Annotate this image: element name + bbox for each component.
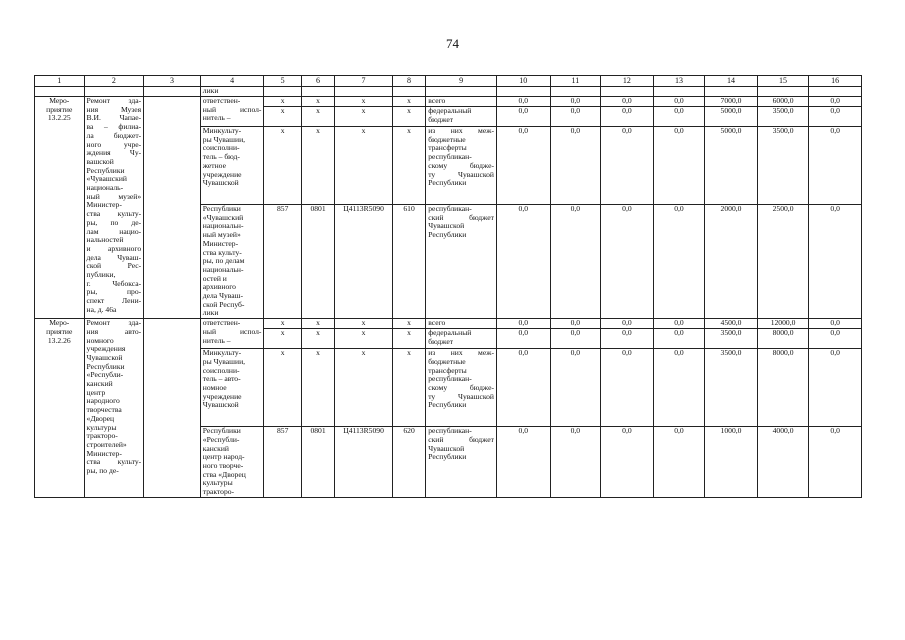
cell-line: соисполни- bbox=[202, 143, 240, 153]
cell-line: нальностей bbox=[86, 235, 124, 245]
code-cell: x bbox=[264, 329, 301, 349]
header-cell: 1 bbox=[35, 76, 85, 87]
value-cell: 0,0 bbox=[809, 427, 862, 498]
code-cell: x bbox=[335, 319, 393, 329]
value-cell: 5000,0 bbox=[705, 107, 758, 127]
cell-line: ту Чувашской bbox=[428, 169, 494, 179]
cell-line: ответствен- bbox=[202, 96, 241, 105]
header-cell: 2 bbox=[84, 76, 144, 87]
cell-line: националь- bbox=[86, 183, 124, 193]
cell-line: творчества bbox=[86, 405, 122, 415]
cell-line: ры, по делам bbox=[202, 256, 245, 266]
cell-line: приятие bbox=[46, 104, 73, 114]
cell-line: и архивного bbox=[86, 243, 142, 253]
cell-line: 13.2.25 bbox=[47, 113, 71, 123]
cell-line: Чувашской bbox=[428, 443, 465, 453]
value-cell: 0,0 bbox=[601, 205, 654, 319]
value-cell: 0,0 bbox=[809, 127, 862, 205]
responsible-cell bbox=[200, 127, 264, 205]
header-cell: 7 bbox=[335, 76, 393, 87]
cell bbox=[809, 87, 862, 97]
cell-line: учреждения bbox=[86, 344, 126, 354]
cell-line: культуры bbox=[86, 422, 117, 432]
cell-line: Министер- bbox=[202, 238, 239, 248]
source-cell bbox=[426, 349, 497, 427]
cell-line: ный музей» bbox=[202, 230, 241, 240]
cell-line: национальн- bbox=[202, 221, 244, 231]
value-cell: 3500,0 bbox=[757, 107, 809, 127]
value-cell: 0,0 bbox=[653, 329, 705, 349]
cell-line: «Республи- bbox=[202, 434, 240, 444]
source-cell bbox=[426, 97, 497, 107]
value-cell: 6000,0 bbox=[757, 97, 809, 107]
cell-line: ту Чувашской bbox=[428, 391, 494, 401]
value-cell: 0,0 bbox=[653, 349, 705, 427]
value-cell: 0,0 bbox=[601, 319, 654, 329]
value-cell: 0,0 bbox=[653, 319, 705, 329]
empty-cell bbox=[144, 97, 201, 319]
value-cell: 0,0 bbox=[809, 107, 862, 127]
value-cell: 0,0 bbox=[496, 127, 550, 205]
cell-line: ской Респуб- bbox=[202, 299, 245, 309]
value-cell: 0,0 bbox=[809, 329, 862, 349]
activity-cell bbox=[35, 319, 85, 498]
cell-line: ры Чувашии, bbox=[202, 356, 246, 366]
cell-line: нитель – bbox=[202, 335, 231, 345]
header-cell: 12 bbox=[601, 76, 654, 87]
code-cell: x bbox=[301, 107, 334, 127]
responsible-cell bbox=[200, 205, 264, 319]
code-cell: x bbox=[392, 97, 425, 107]
cell-line: 13.2.26 bbox=[47, 335, 71, 345]
cell-line: тель – бюд- bbox=[202, 152, 240, 162]
cell-line: г. Чебокса- bbox=[86, 278, 142, 288]
cell-line: ства «Дворец bbox=[202, 469, 246, 479]
cell-line: Республики bbox=[428, 400, 467, 410]
cell-line: Минкульту- bbox=[202, 348, 242, 358]
cell-line: Чувашской bbox=[202, 178, 239, 188]
cell-line: учреждение bbox=[202, 169, 242, 179]
code-cell: x bbox=[264, 97, 301, 107]
header-cell: 10 bbox=[496, 76, 550, 87]
cell-line: ный музей» bbox=[86, 191, 142, 201]
cell-line: «Чувашский bbox=[86, 174, 127, 184]
cell-line: скому бюдже- bbox=[428, 382, 494, 392]
cell-line: строителей» bbox=[86, 439, 127, 449]
cell bbox=[601, 87, 654, 97]
carry-row bbox=[35, 87, 862, 97]
value-cell: 0,0 bbox=[550, 205, 601, 319]
cell-line: лики bbox=[202, 308, 219, 318]
code-cell: x bbox=[264, 349, 301, 427]
source-cell bbox=[426, 127, 497, 205]
value-cell: 0,0 bbox=[809, 319, 862, 329]
cell-line: публики, bbox=[86, 270, 116, 280]
budget-table bbox=[34, 75, 862, 498]
cell-line: «Республи- bbox=[86, 370, 124, 380]
object-cell bbox=[84, 97, 144, 319]
code-cell: x bbox=[301, 349, 334, 427]
code-cell: x bbox=[301, 319, 334, 329]
value-cell: 0,0 bbox=[550, 349, 601, 427]
cell-line: ждения Чу- bbox=[86, 148, 142, 158]
cell bbox=[35, 87, 85, 97]
value-cell: 0,0 bbox=[550, 97, 601, 107]
cell-line: Республики bbox=[428, 230, 467, 240]
code-cell: x bbox=[301, 97, 334, 107]
value-cell: 0,0 bbox=[653, 107, 705, 127]
value-cell: 0,0 bbox=[653, 205, 705, 319]
code-cell: x bbox=[335, 329, 393, 349]
cell-line: всего bbox=[428, 318, 446, 328]
code-cell: x bbox=[301, 127, 334, 205]
cell bbox=[705, 87, 758, 97]
responsible-cell bbox=[200, 349, 264, 427]
cell bbox=[653, 87, 705, 97]
value-cell: 8000,0 bbox=[757, 329, 809, 349]
cell-line: остей и bbox=[202, 273, 227, 283]
value-cell: 0,0 bbox=[550, 319, 601, 329]
header-cell: 15 bbox=[757, 76, 809, 87]
value-cell: 0,0 bbox=[653, 427, 705, 498]
source-cell bbox=[426, 329, 497, 349]
value-cell: 4000,0 bbox=[757, 427, 809, 498]
cell bbox=[550, 87, 601, 97]
cell-line: ры, по де- bbox=[86, 217, 142, 227]
cell-line: ла бюджет- bbox=[86, 130, 142, 140]
cell-line: Республики bbox=[86, 361, 125, 371]
cell-line: бюджет bbox=[428, 114, 454, 124]
code-cell: x bbox=[264, 319, 301, 329]
cell bbox=[392, 87, 425, 97]
code-cell: 857 bbox=[264, 205, 301, 319]
value-cell: 0,0 bbox=[601, 107, 654, 127]
cell-line: лам нацио- bbox=[86, 226, 142, 236]
cell-line: ный испол- bbox=[202, 326, 262, 336]
cell-line: народного bbox=[86, 396, 120, 406]
cell-line: ства культу- bbox=[86, 457, 142, 467]
cell-line: Ремонт зда- bbox=[86, 318, 142, 328]
cell-line: «Чувашский bbox=[202, 212, 244, 222]
cell-line: федеральный bbox=[428, 328, 472, 338]
cell-line: Минкульту- bbox=[202, 126, 242, 135]
code-cell: 620 bbox=[392, 427, 425, 498]
header-cell: 8 bbox=[392, 76, 425, 87]
cell-line: центр bbox=[86, 387, 106, 397]
cell-line: архивного bbox=[202, 282, 236, 292]
value-cell: 0,0 bbox=[496, 319, 550, 329]
cell-line: из них меж- bbox=[428, 126, 494, 135]
value-cell: 0,0 bbox=[809, 97, 862, 107]
value-cell: 0,0 bbox=[550, 127, 601, 205]
cell-line: бюджетные bbox=[428, 134, 466, 144]
cell-line: из них меж- bbox=[428, 348, 494, 358]
cell-line: республикан- bbox=[428, 426, 472, 436]
cell-line: ры, по де- bbox=[86, 466, 119, 476]
table-row bbox=[35, 319, 862, 329]
cell-line: ский бюджет bbox=[428, 434, 494, 444]
cell-line: центр народ- bbox=[202, 452, 245, 462]
cell-line: вашской bbox=[86, 156, 114, 166]
value-cell: 0,0 bbox=[550, 329, 601, 349]
value-cell: 3500,0 bbox=[705, 349, 758, 427]
header-cell: 5 bbox=[264, 76, 301, 87]
cell-line: скому бюдже- bbox=[428, 160, 494, 170]
cell-line: республикан- bbox=[428, 152, 472, 162]
value-cell: 0,0 bbox=[601, 127, 654, 205]
value-cell: 5000,0 bbox=[705, 127, 758, 205]
value-cell: 4500,0 bbox=[705, 319, 758, 329]
cell-line: республикан- bbox=[428, 374, 472, 384]
cell-line: Республики bbox=[202, 204, 241, 213]
responsible-cell bbox=[200, 97, 264, 127]
value-cell: 12000,0 bbox=[757, 319, 809, 329]
value-cell: 0,0 bbox=[809, 205, 862, 319]
code-cell: x bbox=[335, 107, 393, 127]
code-cell: x bbox=[335, 127, 393, 205]
header-cell: 11 bbox=[550, 76, 601, 87]
value-cell: 0,0 bbox=[601, 97, 654, 107]
cell-line: канский bbox=[202, 443, 229, 453]
code-cell: x bbox=[392, 107, 425, 127]
value-cell: 3500,0 bbox=[757, 127, 809, 205]
cell-line: ства культу- bbox=[202, 247, 242, 257]
cell-line: Меро- bbox=[49, 318, 70, 328]
code-cell: x bbox=[392, 349, 425, 427]
cell-line: на, д. 46а bbox=[86, 304, 117, 314]
value-cell: 2500,0 bbox=[757, 205, 809, 319]
cell-line: Чувашской bbox=[202, 400, 239, 410]
cell-line: культуры bbox=[202, 478, 233, 488]
header-cell: 6 bbox=[301, 76, 334, 87]
cell-line: соисполни- bbox=[202, 365, 240, 375]
value-cell: 0,0 bbox=[653, 97, 705, 107]
code-cell: x bbox=[392, 127, 425, 205]
cell-line: В.И. Чапае- bbox=[86, 113, 142, 123]
cell bbox=[264, 87, 301, 97]
value-cell: 0,0 bbox=[496, 205, 550, 319]
header-cell: 4 bbox=[200, 76, 264, 87]
code-cell: 0801 bbox=[301, 427, 334, 498]
cell-line: Чувашской bbox=[86, 352, 123, 362]
cell-line: Министер- bbox=[86, 200, 122, 210]
empty-cell bbox=[144, 319, 201, 498]
code-cell: Ц4113R5090 bbox=[335, 427, 393, 498]
cell-line: ский бюджет bbox=[428, 212, 494, 222]
code-cell: x bbox=[335, 97, 393, 107]
cell bbox=[496, 87, 550, 97]
cell-line: трансферты bbox=[428, 365, 467, 375]
cell-line: Республики bbox=[202, 426, 241, 436]
cell-line: ры Чувашии, bbox=[202, 134, 246, 144]
code-cell: 610 bbox=[392, 205, 425, 319]
table-row bbox=[35, 97, 862, 107]
cell bbox=[757, 87, 809, 97]
value-cell: 0,0 bbox=[550, 107, 601, 127]
cell-line: ный испол- bbox=[202, 104, 262, 114]
value-cell: 8000,0 bbox=[757, 349, 809, 427]
cell-line: спект Лени- bbox=[86, 296, 142, 306]
value-cell: 0,0 bbox=[601, 329, 654, 349]
source-cell bbox=[426, 427, 497, 498]
cell-line: ва – филиа- bbox=[86, 122, 142, 132]
cell-line: ства культу- bbox=[86, 209, 142, 219]
header-row bbox=[35, 76, 862, 87]
cell-line: национальн- bbox=[202, 264, 244, 274]
cell-line: ответствен- bbox=[202, 318, 241, 328]
cell bbox=[84, 87, 144, 97]
page-number: 74 bbox=[446, 36, 459, 51]
cell-line: дела Чуваш- bbox=[202, 291, 244, 301]
cell-line: трансферты bbox=[428, 143, 467, 153]
cell-line: «Дворец bbox=[86, 413, 115, 423]
value-cell: 0,0 bbox=[653, 127, 705, 205]
code-cell: x bbox=[392, 329, 425, 349]
code-cell: x bbox=[264, 127, 301, 205]
source-cell bbox=[426, 107, 497, 127]
cell-line: Министер- bbox=[86, 448, 122, 458]
responsible-cell bbox=[200, 427, 264, 498]
cell-line: тракторо- bbox=[202, 487, 235, 497]
cell-line: бюджет bbox=[428, 336, 454, 346]
value-cell: 1000,0 bbox=[705, 427, 758, 498]
header-cell: 13 bbox=[653, 76, 705, 87]
cell bbox=[335, 87, 393, 97]
cell-line: республикан- bbox=[428, 204, 472, 213]
source-cell bbox=[426, 319, 497, 329]
cell bbox=[426, 87, 497, 97]
cell-line: тракторо- bbox=[86, 431, 118, 441]
cell-line: канский bbox=[86, 379, 113, 389]
value-cell: 0,0 bbox=[809, 349, 862, 427]
header-cell: 3 bbox=[144, 76, 201, 87]
code-cell: x bbox=[264, 107, 301, 127]
object-cell bbox=[84, 319, 144, 498]
cell-line: Ремонт зда- bbox=[86, 96, 142, 105]
cell-line: ния Музея bbox=[86, 104, 142, 114]
responsible-cell bbox=[200, 319, 264, 349]
cell-line: Республики bbox=[428, 452, 467, 462]
value-cell: 0,0 bbox=[550, 427, 601, 498]
value-cell: 0,0 bbox=[496, 107, 550, 127]
code-cell: x bbox=[392, 319, 425, 329]
source-cell bbox=[426, 205, 497, 319]
cell-line: нитель – bbox=[202, 113, 231, 123]
value-cell: 0,0 bbox=[496, 329, 550, 349]
cell-line: номное bbox=[202, 382, 227, 392]
value-cell: 0,0 bbox=[496, 97, 550, 107]
cell bbox=[144, 87, 201, 97]
cell-line: ного творче- bbox=[202, 460, 244, 470]
cell-line: федеральный bbox=[428, 106, 472, 115]
cell bbox=[301, 87, 334, 97]
value-cell: 2000,0 bbox=[705, 205, 758, 319]
cell-line: ры, про- bbox=[86, 287, 142, 297]
value-cell: 0,0 bbox=[496, 427, 550, 498]
cell-line: номного bbox=[86, 335, 114, 345]
activity-cell bbox=[35, 97, 85, 319]
cell-line: Республики bbox=[86, 165, 125, 175]
value-cell: 7000,0 bbox=[705, 97, 758, 107]
code-cell: 0801 bbox=[301, 205, 334, 319]
code-cell: x bbox=[301, 329, 334, 349]
cell-line: бюджетные bbox=[428, 356, 466, 366]
cell-line: приятие bbox=[46, 326, 73, 336]
cell-line: учреждение bbox=[202, 391, 242, 401]
code-cell: Ц4113R5090 bbox=[335, 205, 393, 319]
cell-line: дела Чуваш- bbox=[86, 252, 142, 262]
cell-line: всего bbox=[428, 96, 446, 105]
cell-line: ния авто- bbox=[86, 326, 142, 336]
value-cell: 3500,0 bbox=[705, 329, 758, 349]
cell: лики bbox=[200, 87, 264, 97]
value-cell: 0,0 bbox=[601, 427, 654, 498]
cell-line: Меро- bbox=[49, 96, 70, 105]
header-cell: 9 bbox=[426, 76, 497, 87]
cell-line: Республики bbox=[428, 178, 467, 188]
value-cell: 0,0 bbox=[496, 349, 550, 427]
header-cell: 14 bbox=[705, 76, 758, 87]
cell-line: ного учре- bbox=[86, 139, 142, 149]
cell-line: тель – авто- bbox=[202, 374, 241, 384]
header-cell: 16 bbox=[809, 76, 862, 87]
value-cell: 0,0 bbox=[601, 349, 654, 427]
cell-line: Чувашской bbox=[428, 221, 465, 231]
cell-line: ской Рес- bbox=[86, 261, 142, 271]
code-cell: 857 bbox=[264, 427, 301, 498]
code-cell: x bbox=[335, 349, 393, 427]
cell-line: жетное bbox=[202, 160, 226, 170]
